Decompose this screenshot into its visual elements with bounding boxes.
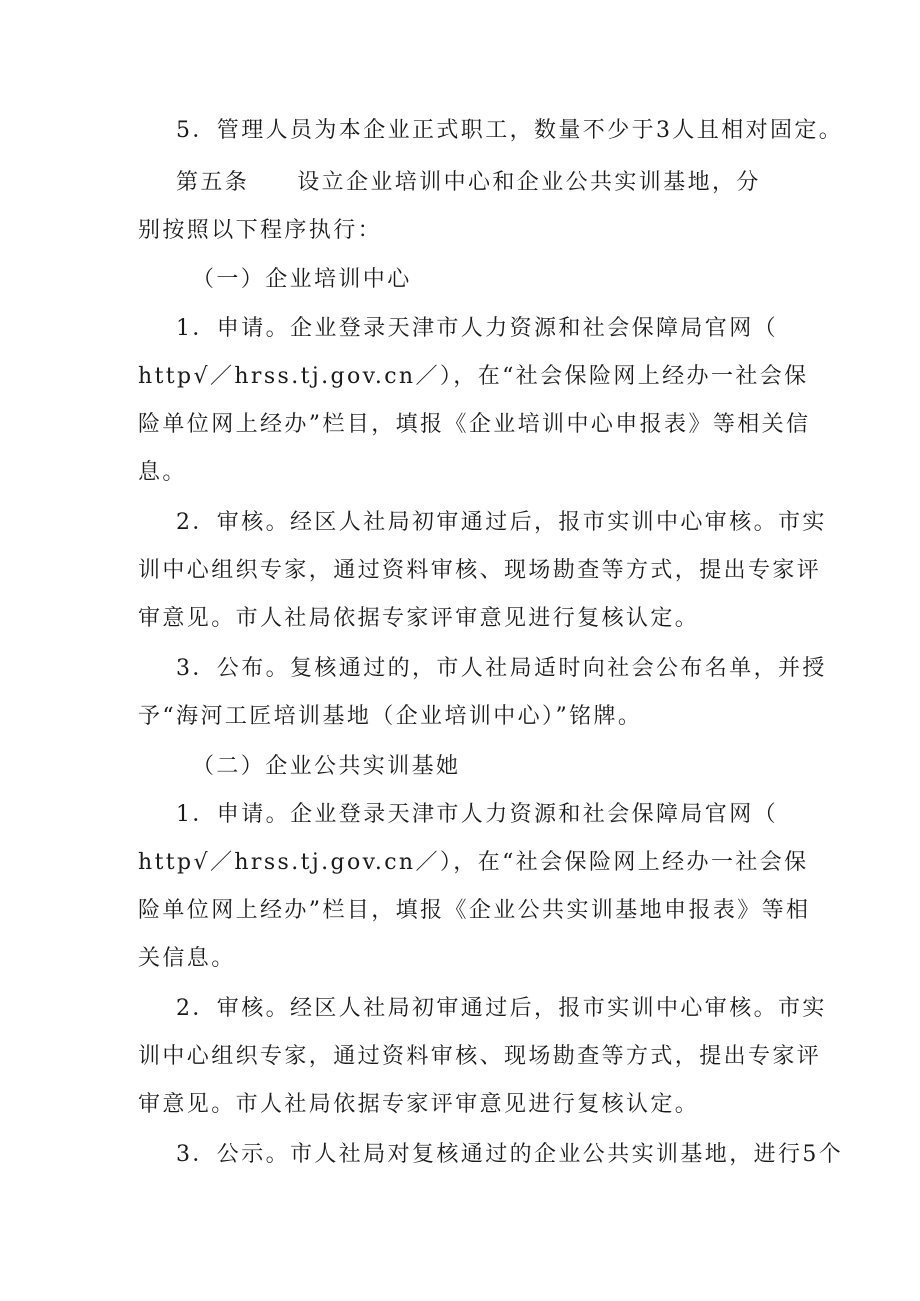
paragraph-line: 训中心组织专家，通过资料审核、现场勘查等方式，提出专家评	[138, 558, 822, 583]
paragraph-line: 险单位网上经办”栏目，填报《企业公共实训基地申报表》等相	[138, 898, 811, 923]
paragraph-line: 3．公布。复核通过的，市人社局适时向社会公布名单，并授	[176, 656, 827, 681]
paragraph-line: 1．申请。企业登录天津市人力资源和社会保障局官网（	[176, 802, 778, 827]
paragraph-line: 别按照以下程序执行：	[138, 218, 383, 243]
paragraph-line: 息。	[138, 460, 187, 485]
paragraph-line: 训中心组织专家，通过资料审核、现场勘查等方式，提出专家评	[138, 1044, 822, 1069]
paragraph-line: 予“海河工匠培训基地（企业培训中心）”铭牌。	[138, 704, 643, 729]
paragraph-line: 3．公示。市人社局对复核通过的企业公共实训基地，进行5个	[176, 1142, 844, 1167]
paragraph-line: 2．审核。经区人社局初审通过后，报市实训中心审核。市实	[176, 996, 827, 1021]
paragraph-line: 险单位网上经办”栏目，填报《企业培训中心申报表》等相关信	[138, 412, 811, 437]
article-number: 第五条	[176, 170, 250, 195]
paragraph-line: 审意见。市人社局依据专家评审意见进行复核认定。	[138, 1092, 700, 1117]
article-heading	[176, 168, 761, 198]
section-heading: （一）企业培训中心	[192, 267, 412, 292]
paragraph-line: http√／hrss.tj.gov.cn／），在“社会保险网上经办一社会保	[138, 850, 809, 875]
article-text: 设立企业培训中心和企业公共实训基地，分	[297, 170, 761, 195]
paragraph-line: 2．审核。经区人社局初审通过后，报市实训中心审核。市实	[176, 510, 827, 535]
paragraph-line: 审意见。市人社局依据专家评审意见进行复核认定。	[138, 606, 700, 631]
paragraph-line: 关信息。	[138, 946, 236, 971]
paragraph-line: http√／hrss.tj.gov.cn／），在“社会保险网上经办一社会保	[138, 364, 809, 389]
section-heading: （二）企业公共实训基她	[192, 754, 461, 779]
paragraph-line: 5．管理人员为本企业正式职工，数量不少于3人且相对固定。	[176, 118, 844, 143]
paragraph-line: 1．申请。企业登录天津市人力资源和社会保障局官网（	[176, 316, 778, 341]
